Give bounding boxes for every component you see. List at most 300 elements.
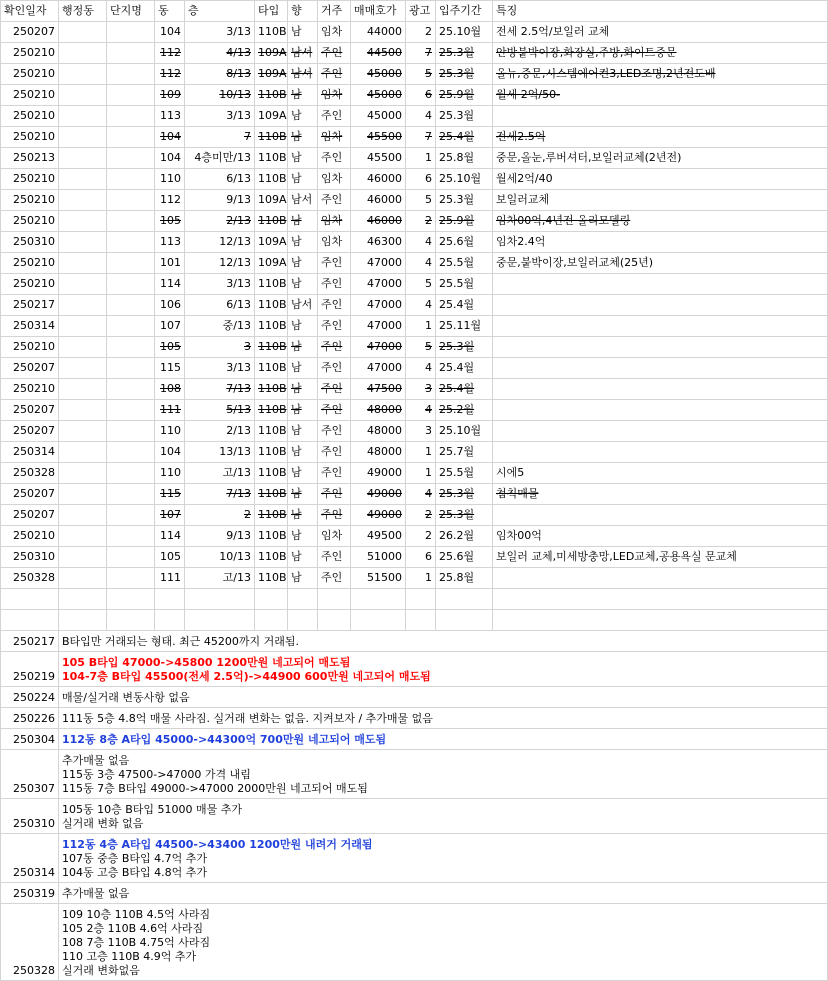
type-cell[interactable]: 110B <box>255 568 288 589</box>
date-cell[interactable]: 250314 <box>1 442 59 463</box>
price-cell[interactable]: 46000 <box>351 211 406 232</box>
ad-cell[interactable]: 1 <box>406 568 436 589</box>
floor-cell[interactable]: 8/13 <box>185 64 255 85</box>
complex-cell[interactable] <box>107 85 155 106</box>
residence-cell[interactable]: 주인 <box>318 358 351 379</box>
residence-cell[interactable]: 주인 <box>318 568 351 589</box>
column-header[interactable]: 확인일자 <box>1 1 59 22</box>
empty-cell[interactable] <box>436 610 493 631</box>
empty-cell[interactable] <box>155 610 185 631</box>
price-cell[interactable]: 47000 <box>351 274 406 295</box>
type-cell[interactable]: 110B <box>255 316 288 337</box>
note-text-cell[interactable] <box>59 631 828 652</box>
ad-cell[interactable]: 4 <box>406 400 436 421</box>
move-in-cell[interactable]: 25.11월 <box>436 316 493 337</box>
floor-cell[interactable]: 10/13 <box>185 85 255 106</box>
date-cell[interactable]: 250328 <box>1 463 59 484</box>
price-cell[interactable]: 48000 <box>351 442 406 463</box>
type-cell[interactable]: 110B <box>255 169 288 190</box>
date-cell[interactable]: 250207 <box>1 400 59 421</box>
direction-cell[interactable]: 남서 <box>288 295 318 316</box>
district-cell[interactable] <box>59 43 107 64</box>
floor-cell[interactable]: 7/13 <box>185 484 255 505</box>
note-cell[interactable] <box>493 274 828 295</box>
price-cell[interactable]: 51000 <box>351 547 406 568</box>
move-in-cell[interactable]: 25.5월 <box>436 274 493 295</box>
floor-cell[interactable]: 12/13 <box>185 232 255 253</box>
note-text-cell[interactable] <box>59 799 828 834</box>
type-cell[interactable]: 110B <box>255 400 288 421</box>
floor-cell[interactable]: 7 <box>185 127 255 148</box>
note-date-cell[interactable]: 250307 <box>1 750 59 799</box>
note-date-cell[interactable]: 250319 <box>1 883 59 904</box>
note-cell[interactable]: 보일러 교체,미세방충망,LED교체,공용욕실 문교체 <box>493 547 828 568</box>
price-cell[interactable]: 48000 <box>351 421 406 442</box>
note-cell[interactable]: 월세2억/40 <box>493 169 828 190</box>
note-cell[interactable]: 보일러교체 <box>493 190 828 211</box>
note-text-cell[interactable] <box>59 904 828 981</box>
move-in-cell[interactable]: 25.3월 <box>436 106 493 127</box>
note-text-cell[interactable] <box>59 729 828 750</box>
ad-cell[interactable]: 5 <box>406 337 436 358</box>
move-in-cell[interactable]: 25.3월 <box>436 337 493 358</box>
direction-cell[interactable]: 남 <box>288 106 318 127</box>
note-cell[interactable] <box>493 442 828 463</box>
floor-cell[interactable]: 10/13 <box>185 547 255 568</box>
building-cell[interactable]: 113 <box>155 106 185 127</box>
note-cell[interactable]: 임차00억 <box>493 526 828 547</box>
building-cell[interactable]: 105 <box>155 337 185 358</box>
complex-cell[interactable] <box>107 22 155 43</box>
direction-cell[interactable]: 남 <box>288 148 318 169</box>
move-in-cell[interactable]: 25.3월 <box>436 190 493 211</box>
date-cell[interactable]: 250207 <box>1 22 59 43</box>
price-cell[interactable]: 48000 <box>351 400 406 421</box>
price-cell[interactable]: 45500 <box>351 148 406 169</box>
date-cell[interactable]: 250310 <box>1 232 59 253</box>
date-cell[interactable]: 250210 <box>1 253 59 274</box>
ad-cell[interactable]: 4 <box>406 295 436 316</box>
column-header[interactable]: 광고 <box>406 1 436 22</box>
ad-cell[interactable]: 4 <box>406 232 436 253</box>
complex-cell[interactable] <box>107 106 155 127</box>
direction-cell[interactable]: 남 <box>288 463 318 484</box>
residence-cell[interactable]: 주인 <box>318 547 351 568</box>
floor-cell[interactable]: 3/13 <box>185 22 255 43</box>
building-cell[interactable]: 104 <box>155 22 185 43</box>
move-in-cell[interactable]: 25.6월 <box>436 547 493 568</box>
building-cell[interactable]: 108 <box>155 379 185 400</box>
direction-cell[interactable]: 남 <box>288 316 318 337</box>
district-cell[interactable] <box>59 547 107 568</box>
ad-cell[interactable]: 6 <box>406 85 436 106</box>
move-in-cell[interactable]: 25.10월 <box>436 22 493 43</box>
type-cell[interactable]: 110B <box>255 463 288 484</box>
ad-cell[interactable]: 3 <box>406 379 436 400</box>
complex-cell[interactable] <box>107 379 155 400</box>
date-cell[interactable]: 250210 <box>1 337 59 358</box>
district-cell[interactable] <box>59 463 107 484</box>
date-cell[interactable]: 250210 <box>1 64 59 85</box>
building-cell[interactable]: 106 <box>155 295 185 316</box>
district-cell[interactable] <box>59 484 107 505</box>
note-cell[interactable] <box>493 106 828 127</box>
empty-cell[interactable] <box>185 610 255 631</box>
residence-cell[interactable]: 주인 <box>318 148 351 169</box>
note-cell[interactable] <box>493 337 828 358</box>
complex-cell[interactable] <box>107 526 155 547</box>
building-cell[interactable]: 104 <box>155 127 185 148</box>
floor-cell[interactable]: 4/13 <box>185 43 255 64</box>
date-cell[interactable]: 250210 <box>1 169 59 190</box>
date-cell[interactable]: 250210 <box>1 190 59 211</box>
complex-cell[interactable] <box>107 463 155 484</box>
note-cell[interactable] <box>493 421 828 442</box>
type-cell[interactable]: 110B <box>255 421 288 442</box>
date-cell[interactable]: 250314 <box>1 316 59 337</box>
move-in-cell[interactable]: 25.2월 <box>436 400 493 421</box>
complex-cell[interactable] <box>107 64 155 85</box>
note-cell[interactable]: 전세2.5억 <box>493 127 828 148</box>
move-in-cell[interactable]: 25.4월 <box>436 379 493 400</box>
complex-cell[interactable] <box>107 316 155 337</box>
floor-cell[interactable]: 고/13 <box>185 463 255 484</box>
price-cell[interactable]: 44500 <box>351 43 406 64</box>
column-header[interactable]: 단지명 <box>107 1 155 22</box>
note-text-cell[interactable] <box>59 687 828 708</box>
type-cell[interactable]: 110B <box>255 379 288 400</box>
date-cell[interactable]: 250217 <box>1 295 59 316</box>
empty-cell[interactable] <box>1 610 59 631</box>
move-in-cell[interactable]: 25.4월 <box>436 295 493 316</box>
date-cell[interactable]: 250210 <box>1 379 59 400</box>
date-cell[interactable]: 250210 <box>1 106 59 127</box>
district-cell[interactable] <box>59 421 107 442</box>
note-cell[interactable]: 시에5 <box>493 463 828 484</box>
building-cell[interactable]: 111 <box>155 400 185 421</box>
move-in-cell[interactable]: 25.10월 <box>436 169 493 190</box>
type-cell[interactable]: 110B <box>255 148 288 169</box>
type-cell[interactable]: 110B <box>255 337 288 358</box>
complex-cell[interactable] <box>107 337 155 358</box>
floor-cell[interactable]: 6/13 <box>185 295 255 316</box>
direction-cell[interactable]: 남 <box>288 505 318 526</box>
move-in-cell[interactable]: 25.5월 <box>436 463 493 484</box>
ad-cell[interactable]: 3 <box>406 421 436 442</box>
building-cell[interactable]: 105 <box>155 211 185 232</box>
residence-cell[interactable]: 주인 <box>318 190 351 211</box>
complex-cell[interactable] <box>107 568 155 589</box>
price-cell[interactable]: 47000 <box>351 316 406 337</box>
price-cell[interactable]: 45000 <box>351 85 406 106</box>
district-cell[interactable] <box>59 316 107 337</box>
direction-cell[interactable]: 남 <box>288 274 318 295</box>
direction-cell[interactable]: 남 <box>288 526 318 547</box>
empty-cell[interactable] <box>318 589 351 610</box>
date-cell[interactable]: 250328 <box>1 568 59 589</box>
type-cell[interactable]: 109A <box>255 43 288 64</box>
ad-cell[interactable]: 4 <box>406 106 436 127</box>
price-cell[interactable]: 49000 <box>351 505 406 526</box>
date-cell[interactable]: 250213 <box>1 148 59 169</box>
move-in-cell[interactable]: 25.3월 <box>436 64 493 85</box>
ad-cell[interactable]: 2 <box>406 211 436 232</box>
complex-cell[interactable] <box>107 232 155 253</box>
floor-cell[interactable]: 9/13 <box>185 190 255 211</box>
note-text-cell[interactable] <box>59 750 828 799</box>
empty-cell[interactable] <box>107 589 155 610</box>
note-cell[interactable]: 전세 2.5억/보일러 교체 <box>493 22 828 43</box>
type-cell[interactable]: 110B <box>255 505 288 526</box>
district-cell[interactable] <box>59 505 107 526</box>
direction-cell[interactable]: 남서 <box>288 64 318 85</box>
price-cell[interactable]: 45000 <box>351 106 406 127</box>
price-cell[interactable]: 51500 <box>351 568 406 589</box>
price-cell[interactable]: 44000 <box>351 22 406 43</box>
building-cell[interactable]: 112 <box>155 43 185 64</box>
note-date-cell[interactable]: 250304 <box>1 729 59 750</box>
note-date-cell[interactable]: 250219 <box>1 652 59 687</box>
district-cell[interactable] <box>59 253 107 274</box>
complex-cell[interactable] <box>107 127 155 148</box>
note-cell[interactable] <box>493 400 828 421</box>
floor-cell[interactable]: 고/13 <box>185 568 255 589</box>
direction-cell[interactable]: 남 <box>288 169 318 190</box>
ad-cell[interactable]: 5 <box>406 190 436 211</box>
price-cell[interactable]: 47500 <box>351 379 406 400</box>
column-header[interactable]: 매매호가 <box>351 1 406 22</box>
direction-cell[interactable]: 남 <box>288 400 318 421</box>
ad-cell[interactable]: 5 <box>406 274 436 295</box>
residence-cell[interactable]: 임차 <box>318 22 351 43</box>
building-cell[interactable]: 114 <box>155 526 185 547</box>
empty-cell[interactable] <box>107 610 155 631</box>
column-header[interactable]: 타입 <box>255 1 288 22</box>
note-date-cell[interactable]: 250224 <box>1 687 59 708</box>
residence-cell[interactable]: 주인 <box>318 253 351 274</box>
building-cell[interactable]: 115 <box>155 484 185 505</box>
empty-cell[interactable] <box>406 610 436 631</box>
date-cell[interactable]: 250210 <box>1 274 59 295</box>
note-cell[interactable]: 첨칙매물 <box>493 484 828 505</box>
complex-cell[interactable] <box>107 358 155 379</box>
move-in-cell[interactable]: 25.3월 <box>436 505 493 526</box>
note-cell[interactable] <box>493 505 828 526</box>
complex-cell[interactable] <box>107 505 155 526</box>
floor-cell[interactable]: 3/13 <box>185 358 255 379</box>
note-cell[interactable]: 임차2.4억 <box>493 232 828 253</box>
building-cell[interactable]: 115 <box>155 358 185 379</box>
district-cell[interactable] <box>59 358 107 379</box>
note-date-cell[interactable]: 250328 <box>1 904 59 981</box>
residence-cell[interactable]: 임차 <box>318 85 351 106</box>
direction-cell[interactable]: 남 <box>288 127 318 148</box>
direction-cell[interactable]: 남 <box>288 442 318 463</box>
complex-cell[interactable] <box>107 190 155 211</box>
type-cell[interactable]: 110B <box>255 85 288 106</box>
empty-cell[interactable] <box>255 610 288 631</box>
type-cell[interactable]: 110B <box>255 484 288 505</box>
residence-cell[interactable]: 임차 <box>318 127 351 148</box>
date-cell[interactable]: 250210 <box>1 127 59 148</box>
residence-cell[interactable]: 주인 <box>318 400 351 421</box>
note-date-cell[interactable]: 250226 <box>1 708 59 729</box>
type-cell[interactable]: 109A <box>255 232 288 253</box>
move-in-cell[interactable]: 26.2월 <box>436 526 493 547</box>
empty-cell[interactable] <box>1 589 59 610</box>
ad-cell[interactable]: 6 <box>406 169 436 190</box>
note-cell[interactable] <box>493 379 828 400</box>
note-date-cell[interactable]: 250217 <box>1 631 59 652</box>
move-in-cell[interactable]: 25.6월 <box>436 232 493 253</box>
note-cell[interactable] <box>493 295 828 316</box>
district-cell[interactable] <box>59 400 107 421</box>
price-cell[interactable]: 46000 <box>351 190 406 211</box>
floor-cell[interactable]: 6/13 <box>185 169 255 190</box>
district-cell[interactable] <box>59 442 107 463</box>
residence-cell[interactable]: 주인 <box>318 442 351 463</box>
residence-cell[interactable]: 주인 <box>318 421 351 442</box>
direction-cell[interactable]: 남 <box>288 421 318 442</box>
residence-cell[interactable]: 주인 <box>318 484 351 505</box>
type-cell[interactable]: 110B <box>255 547 288 568</box>
price-cell[interactable]: 47000 <box>351 295 406 316</box>
date-cell[interactable]: 250210 <box>1 526 59 547</box>
note-cell[interactable]: 중문,붙박이장,보일러교체(25년) <box>493 253 828 274</box>
type-cell[interactable]: 110B <box>255 358 288 379</box>
price-cell[interactable]: 45000 <box>351 64 406 85</box>
date-cell[interactable]: 250310 <box>1 547 59 568</box>
price-cell[interactable]: 45500 <box>351 127 406 148</box>
type-cell[interactable]: 109A <box>255 64 288 85</box>
floor-cell[interactable]: 3/13 <box>185 274 255 295</box>
price-cell[interactable]: 49000 <box>351 463 406 484</box>
move-in-cell[interactable]: 25.5월 <box>436 253 493 274</box>
building-cell[interactable]: 104 <box>155 442 185 463</box>
ad-cell[interactable]: 1 <box>406 463 436 484</box>
empty-cell[interactable] <box>351 589 406 610</box>
building-cell[interactable]: 105 <box>155 547 185 568</box>
price-cell[interactable]: 46000 <box>351 169 406 190</box>
ad-cell[interactable]: 1 <box>406 442 436 463</box>
note-text-cell[interactable] <box>59 883 828 904</box>
note-date-cell[interactable]: 250314 <box>1 834 59 883</box>
direction-cell[interactable]: 남 <box>288 547 318 568</box>
district-cell[interactable] <box>59 64 107 85</box>
note-text-cell[interactable] <box>59 652 828 687</box>
ad-cell[interactable]: 4 <box>406 253 436 274</box>
ad-cell[interactable]: 1 <box>406 316 436 337</box>
date-cell[interactable]: 250207 <box>1 421 59 442</box>
type-cell[interactable]: 109A <box>255 106 288 127</box>
note-date-cell[interactable]: 250310 <box>1 799 59 834</box>
floor-cell[interactable]: 중/13 <box>185 316 255 337</box>
residence-cell[interactable]: 주인 <box>318 316 351 337</box>
date-cell[interactable]: 250210 <box>1 211 59 232</box>
column-header[interactable]: 행정동 <box>59 1 107 22</box>
floor-cell[interactable]: 3 <box>185 337 255 358</box>
district-cell[interactable] <box>59 526 107 547</box>
move-in-cell[interactable]: 25.8월 <box>436 148 493 169</box>
move-in-cell[interactable]: 25.9월 <box>436 211 493 232</box>
ad-cell[interactable]: 6 <box>406 547 436 568</box>
residence-cell[interactable]: 주인 <box>318 463 351 484</box>
floor-cell[interactable]: 12/13 <box>185 253 255 274</box>
complex-cell[interactable] <box>107 421 155 442</box>
building-cell[interactable]: 112 <box>155 190 185 211</box>
empty-cell[interactable] <box>288 610 318 631</box>
ad-cell[interactable]: 2 <box>406 22 436 43</box>
complex-cell[interactable] <box>107 211 155 232</box>
residence-cell[interactable]: 주인 <box>318 505 351 526</box>
district-cell[interactable] <box>59 211 107 232</box>
district-cell[interactable] <box>59 190 107 211</box>
district-cell[interactable] <box>59 106 107 127</box>
move-in-cell[interactable]: 25.4월 <box>436 358 493 379</box>
note-cell[interactable] <box>493 568 828 589</box>
note-cell[interactable] <box>493 316 828 337</box>
note-cell[interactable]: 안방붙박이장,화장실,주방,화이트중문 <box>493 43 828 64</box>
direction-cell[interactable]: 남 <box>288 253 318 274</box>
move-in-cell[interactable]: 25.3월 <box>436 484 493 505</box>
building-cell[interactable]: 110 <box>155 421 185 442</box>
district-cell[interactable] <box>59 295 107 316</box>
district-cell[interactable] <box>59 274 107 295</box>
date-cell[interactable]: 250210 <box>1 85 59 106</box>
residence-cell[interactable]: 주인 <box>318 106 351 127</box>
note-cell[interactable]: 중문,올눈,루버셔터,보일러교체(2년전) <box>493 148 828 169</box>
complex-cell[interactable] <box>107 148 155 169</box>
price-cell[interactable]: 49000 <box>351 484 406 505</box>
ad-cell[interactable]: 4 <box>406 484 436 505</box>
building-cell[interactable]: 114 <box>155 274 185 295</box>
direction-cell[interactable]: 남 <box>288 211 318 232</box>
type-cell[interactable]: 110B <box>255 127 288 148</box>
direction-cell[interactable]: 남 <box>288 484 318 505</box>
ad-cell[interactable]: 2 <box>406 526 436 547</box>
building-cell[interactable]: 110 <box>155 169 185 190</box>
move-in-cell[interactable]: 25.3월 <box>436 43 493 64</box>
building-cell[interactable]: 107 <box>155 505 185 526</box>
district-cell[interactable] <box>59 169 107 190</box>
column-header[interactable]: 입주기간 <box>436 1 493 22</box>
empty-cell[interactable] <box>436 589 493 610</box>
type-cell[interactable]: 110B <box>255 274 288 295</box>
complex-cell[interactable] <box>107 547 155 568</box>
building-cell[interactable]: 104 <box>155 148 185 169</box>
district-cell[interactable] <box>59 379 107 400</box>
complex-cell[interactable] <box>107 169 155 190</box>
move-in-cell[interactable]: 25.10월 <box>436 421 493 442</box>
floor-cell[interactable]: 5/13 <box>185 400 255 421</box>
type-cell[interactable]: 110B <box>255 22 288 43</box>
residence-cell[interactable]: 주인 <box>318 379 351 400</box>
price-cell[interactable]: 47000 <box>351 337 406 358</box>
residence-cell[interactable]: 임차 <box>318 211 351 232</box>
direction-cell[interactable]: 남 <box>288 85 318 106</box>
type-cell[interactable]: 110B <box>255 211 288 232</box>
move-in-cell[interactable]: 25.7월 <box>436 442 493 463</box>
complex-cell[interactable] <box>107 484 155 505</box>
date-cell[interactable]: 250207 <box>1 505 59 526</box>
column-header[interactable]: 거주 <box>318 1 351 22</box>
building-cell[interactable]: 101 <box>155 253 185 274</box>
note-text-cell[interactable] <box>59 708 828 729</box>
note-cell[interactable]: 월세 2억/50- <box>493 85 828 106</box>
district-cell[interactable] <box>59 337 107 358</box>
empty-cell[interactable] <box>406 589 436 610</box>
empty-cell[interactable] <box>185 589 255 610</box>
